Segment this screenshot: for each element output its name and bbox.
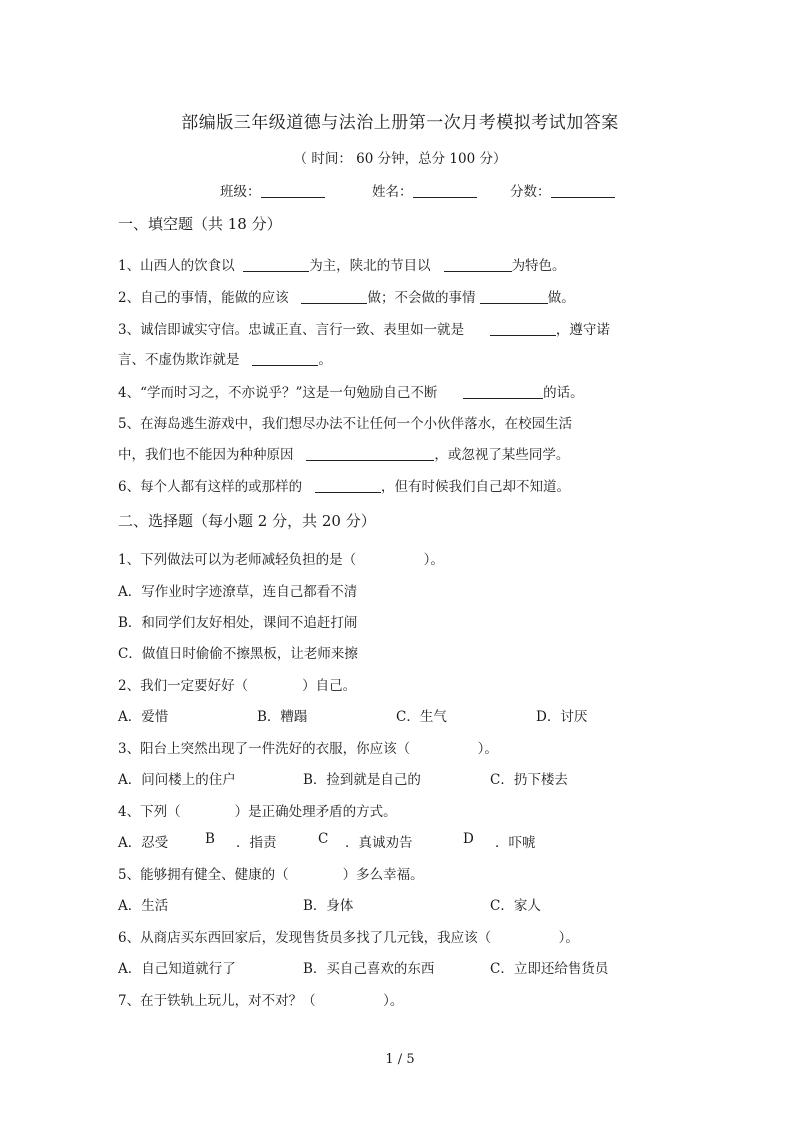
question-fill-5: 5、在海岛逃生游戏中，我们想尽办法不让任何一个小伙伴落水，在校园生活 bbox=[118, 416, 573, 432]
choice-option[interactable]: C．扔下楼去 bbox=[490, 772, 568, 788]
choice-option[interactable]: C．做值日时偷偷不擦黑板，让老师来擦 bbox=[118, 646, 358, 662]
choice-option[interactable]: A．生活 bbox=[118, 898, 169, 914]
choice-option[interactable]: ．指责 bbox=[236, 835, 277, 851]
choice-option[interactable]: D．讨厌 bbox=[536, 709, 588, 725]
choice-option[interactable]: C．生气 bbox=[396, 709, 447, 725]
choice-option[interactable]: C．立即还给售货员 bbox=[490, 961, 609, 977]
answer-blank[interactable] bbox=[243, 257, 309, 272]
answer-blank[interactable] bbox=[306, 446, 434, 461]
choice-option[interactable]: B．糟蹋 bbox=[257, 709, 308, 725]
name-label: 姓名： bbox=[372, 184, 413, 200]
answer-blank[interactable] bbox=[301, 289, 367, 304]
answer-blank[interactable] bbox=[252, 351, 318, 366]
name-blank[interactable] bbox=[413, 183, 477, 198]
choice-option[interactable]: B．买自己喜欢的东西 bbox=[303, 961, 435, 977]
answer-blank[interactable] bbox=[480, 289, 548, 304]
score-label: 分数： bbox=[510, 184, 551, 200]
exam-time-info: （ 时间： 60 分钟，总分 100 分） bbox=[293, 151, 507, 167]
answer-blank[interactable] bbox=[463, 384, 543, 399]
choice-option[interactable]: A．爱惜 bbox=[118, 709, 169, 725]
name-field bbox=[372, 180, 477, 200]
choice-option[interactable]: B．身体 bbox=[303, 898, 354, 914]
class-blank[interactable] bbox=[261, 183, 325, 198]
choice-option[interactable]: A．忍受 bbox=[118, 835, 169, 851]
page-number: 1 / 5 bbox=[385, 1052, 415, 1067]
question-choice-6: 6、从商店买东西回家后，发现售货员多找了几元钱，我应该（ ）。 bbox=[118, 930, 579, 946]
class-label: 班级： bbox=[220, 184, 261, 200]
question-fill-3-cont: 言、不虚伪欺诈就是 。 bbox=[118, 352, 332, 368]
answer-blank[interactable] bbox=[315, 478, 381, 493]
question-choice-4: 4、下列（ ）是正确处理矛盾的方式。 bbox=[118, 804, 397, 820]
choice-option[interactable]: A．问问楼上的住户 bbox=[118, 772, 236, 788]
choice-option[interactable]: C．家人 bbox=[490, 898, 541, 914]
question-fill-1: 1、山西人的饮食以 为主，陕北的节目以 为特色。 bbox=[118, 258, 566, 274]
question-choice-2: 2、我们一定要好好（ ）自己。 bbox=[118, 678, 357, 694]
choice-option[interactable]: A．自己知道就行了 bbox=[118, 961, 236, 977]
choice-option[interactable]: ．吓唬 bbox=[495, 835, 536, 851]
question-fill-4: 4、“学而时习之，不亦说乎？”这是一句勉励自己不断 的话。 bbox=[118, 385, 584, 401]
question-choice-5: 5、能够拥有健全、健康的（ ）多么幸福。 bbox=[118, 867, 424, 883]
choice-option[interactable]: ．真诚劝告 bbox=[345, 835, 413, 851]
page-title: 部编版三年级道德与法治上册第一次月考模拟考试加答案 bbox=[181, 113, 619, 133]
choice-option-letter[interactable]: D bbox=[463, 831, 474, 847]
choice-option-letter[interactable]: B bbox=[205, 831, 215, 847]
section-heading-fill-blank: 一、填空题（共 18 分） bbox=[118, 215, 282, 233]
answer-blank[interactable] bbox=[444, 257, 512, 272]
choice-option[interactable]: A．写作业时字迹潦草，连自己都看不清 bbox=[118, 584, 358, 600]
score-field bbox=[510, 180, 615, 200]
section-heading-multiple-choice: 二、选择题（每小题 2 分，共 20 分） bbox=[118, 512, 376, 530]
score-blank[interactable] bbox=[551, 183, 615, 198]
choice-option-letter[interactable]: C bbox=[318, 831, 329, 847]
question-fill-6: 6、每个人都有这样的或那样的 ，但有时候我们自己却不知道。 bbox=[118, 479, 570, 495]
question-choice-3: 3、阳台上突然出现了一件洗好的衣服，你应该（ ）。 bbox=[118, 741, 498, 757]
choice-option[interactable]: B．和同学们友好相处，课间不追赶打闹 bbox=[118, 615, 358, 631]
question-choice-7: 7、在于铁轨上玩儿，对不对？（ ）。 bbox=[118, 993, 404, 1009]
question-fill-5-cont: 中，我们也不能因为种种原因 ，或忽视了某些同学。 bbox=[118, 447, 570, 463]
question-fill-2: 2、自己的事情，能做的应该 做；不会做的事情 做。 bbox=[118, 290, 575, 306]
answer-blank[interactable] bbox=[490, 321, 556, 336]
class-field bbox=[220, 180, 325, 200]
choice-option[interactable]: B．捡到就是自己的 bbox=[303, 772, 421, 788]
question-choice-1: 1、下列做法可以为老师减轻负担的是（ ）。 bbox=[118, 552, 444, 568]
question-fill-3: 3、诚信即诚实守信。忠诚正直、言行一致、表里如一就是 ，遵守诺 bbox=[118, 322, 610, 338]
